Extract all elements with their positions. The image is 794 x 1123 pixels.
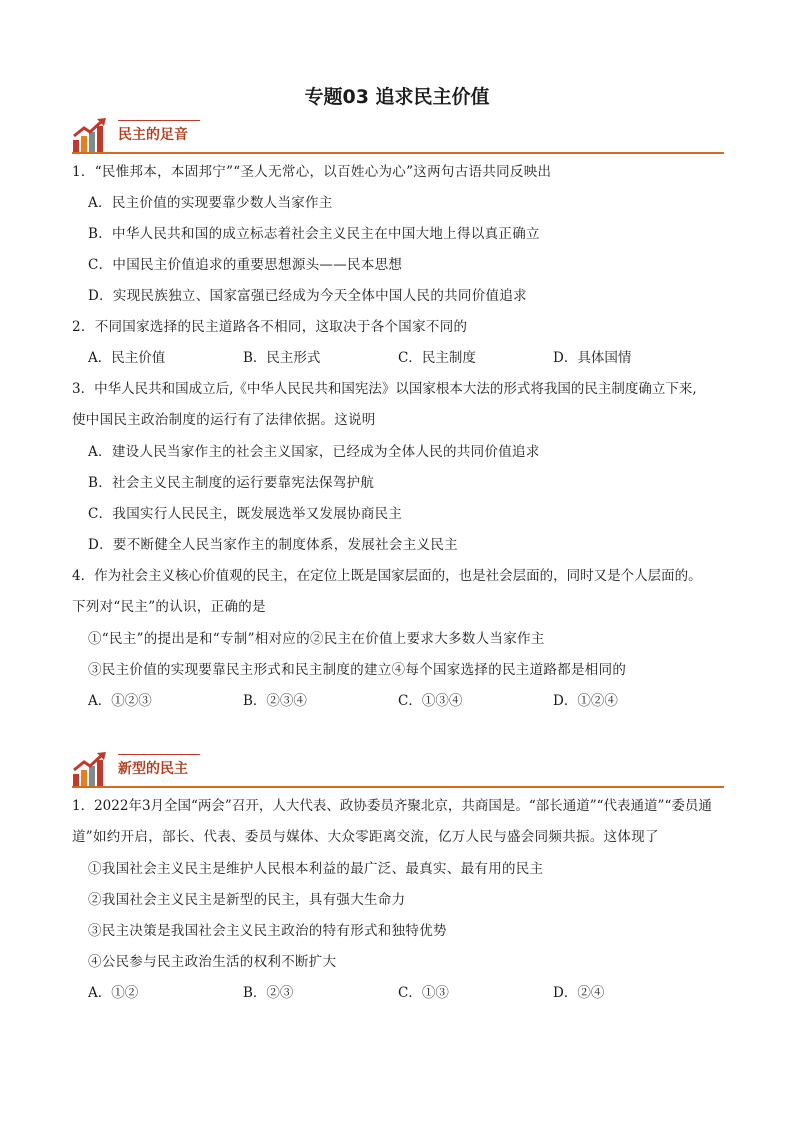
answer-option: D．①②④: [553, 693, 618, 709]
answer-option: A．民主价值: [88, 350, 166, 366]
answer-option: A．①②: [88, 985, 139, 1001]
question-stem: 使中国民主政治制度的运行有了法律依据。这说明: [72, 412, 376, 428]
statement: ③民主决策是我国社会主义民主政治的特有形式和独特优势: [88, 923, 447, 939]
answer-option: A．建设人民当家作主的社会主义国家，已经成为全体人民的共同价值追求: [88, 444, 540, 460]
question-stem: 2．不同国家选择的民主道路各不相同，这取决于各个国家不同的: [72, 319, 468, 335]
statement: ①“民主”的提出是和“专制”相对应的②民主在价值上要求大多数人当家作主: [88, 631, 545, 647]
answer-option: A．民主价值的实现要靠少数人当家作主: [88, 195, 333, 211]
answer-option: B．②③: [243, 985, 294, 1001]
answer-option: D．实现民族独立、国家富强已经成为今天全体中国人民的共同价值追求: [88, 288, 527, 304]
statement: ②我国社会主义民主是新型的民主，具有强大生命力: [88, 892, 406, 908]
answer-option: D．②④: [553, 985, 605, 1001]
chart-growth-icon: [72, 116, 108, 154]
question-stem: 道”如约开启，部长、代表、委员与媒体、大众零距离交流，亿万人民与盛会同频共振。这体现了: [72, 829, 659, 845]
answer-option: D．要不断健全人民当家作主的制度体系，发展社会主义民主: [88, 537, 458, 553]
answer-option: C．我国实行人民民主，既发展选举又发展协商民主: [88, 506, 403, 522]
section-header: [72, 750, 724, 790]
answer-option: B．②③④: [243, 693, 307, 709]
question-stem: 1．“民惟邦本，本固邦宁”“圣人无常心，以百姓心为心”这两句古语共同反映出: [72, 164, 552, 180]
question-stem: 3．中华人民共和国成立后,《中华人民民共和国宪法》以国家根本大法的形式将我国的民主制度确立下来,: [72, 381, 697, 397]
section-divider: [72, 152, 724, 154]
answer-option: C．①③: [398, 985, 449, 1001]
section-topline: [118, 754, 200, 755]
section-divider: [72, 786, 724, 788]
answer-option: D．具体国情: [553, 350, 632, 366]
question-stem: 下列对“民主”的认识，正确的是: [72, 599, 266, 615]
statement: ③民主价值的实现要靠民主形式和民主制度的建立④每个国家选择的民主道路都是相同的: [88, 662, 627, 678]
section-heading: 民主的足音: [118, 127, 188, 143]
statement: ④公民参与民主政治生活的权利不断扩大: [88, 954, 337, 970]
answer-option: A．①②③: [88, 693, 152, 709]
answer-option: B．社会主义民主制度的运行要靠宪法保驾护航: [88, 475, 375, 491]
question-stem: 4．作为社会主义核心价值观的民主，在定位上既是国家层面的，也是社会层面的，同时又是个人层面的。: [72, 568, 702, 584]
statement: ①我国社会主义民主是维护人民根本利益的最广泛、最真实、最有用的民主: [88, 861, 544, 877]
answer-option: C．①③④: [398, 693, 463, 709]
section-topline: [118, 120, 200, 121]
answer-option: B．民主形式: [243, 350, 321, 366]
chart-growth-icon: [72, 750, 108, 788]
question-stem: 1．2022年3月全国“两会”召开，人大代表、政协委员齐聚北京，共商国是。“部长通道”“代表通道”“委员通: [72, 798, 712, 814]
answer-option: B．中华人民共和国的成立标志着社会主义民主在中国大地上得以真正确立: [88, 226, 540, 242]
answer-option: C．民主制度: [398, 350, 476, 366]
section-heading: 新型的民主: [118, 761, 188, 777]
answer-option: C．中国民主价值追求的重要思想源头——民本思想: [88, 257, 403, 273]
page-title: 专题03 追求民主价值: [304, 86, 490, 108]
section-header: [72, 116, 724, 156]
